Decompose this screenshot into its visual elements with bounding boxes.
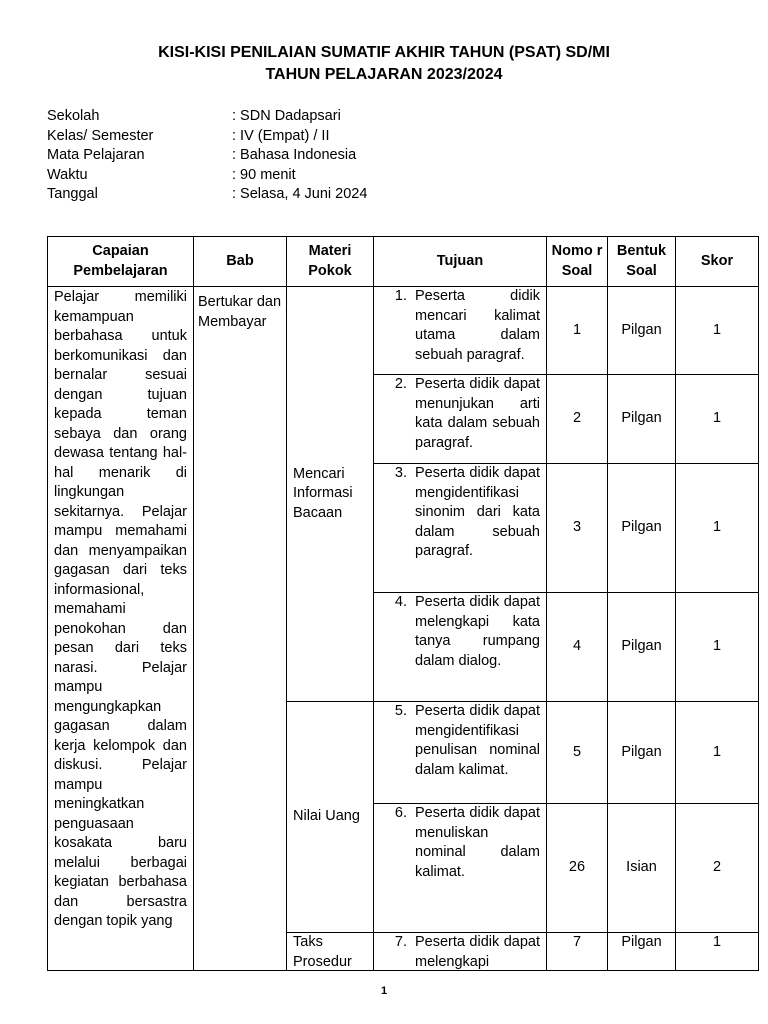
nomor-cell: 5	[547, 702, 608, 804]
table-header-row	[48, 237, 759, 287]
skor-cell: 1	[676, 933, 759, 971]
page-number: 1	[380, 985, 388, 997]
tujuan-text: Peserta didik dapat mengidentifikasi penulisan nominal dalam kalimat.	[415, 703, 540, 778]
skor-cell: 1	[676, 375, 759, 464]
tujuan-cell	[374, 287, 547, 375]
info-value: : SDN Dadapsari	[232, 108, 341, 124]
capaian-cell	[48, 287, 194, 971]
tujuan-text: Peserta didik dapat mengidentifikasi sinonim dari kata dalam sebuah paragraf.	[415, 465, 540, 559]
materi-cell	[287, 933, 374, 971]
info-label: Waktu	[47, 166, 88, 183]
bentuk-cell: Pilgan	[608, 593, 676, 702]
tujuan-number: 4.	[394, 594, 407, 610]
nomor-cell: 3	[547, 464, 608, 593]
document-subtitle: TAHUN PELAJARAN 2023/2024	[265, 66, 503, 83]
bentuk-cell: Pilgan	[608, 933, 676, 971]
info-value: : IV (Empat) / II	[232, 127, 330, 144]
header-capaian: Capaian Pembelajaran	[48, 237, 194, 287]
header-skor: Skor	[676, 237, 759, 287]
bentuk-cell: Pilgan	[608, 375, 676, 464]
tujuan-cell	[374, 593, 547, 702]
bentuk-cell: Pilgan	[608, 464, 676, 593]
header-nomor: Nomo r Soal	[547, 237, 608, 287]
tujuan-cell	[374, 804, 547, 933]
skor-cell: 1	[676, 593, 759, 702]
tujuan-number: 1.	[394, 288, 407, 304]
nomor-cell: 4	[547, 593, 608, 702]
tujuan-number: 2.	[394, 376, 407, 392]
header-bentuk: Bentuk Soal	[608, 237, 676, 287]
tujuan-cell	[374, 464, 547, 593]
document-title: KISI-KISI PENILAIAN SUMATIF AKHIR TAHUN (PSAT) SD/MI	[158, 44, 610, 61]
materi-text: Taks Prosedur	[293, 934, 352, 970]
tujuan-number: 3.	[394, 465, 407, 481]
tujuan-text: Peserta didik dapat menunjukan arti kata dalam sebuah paragraf.	[415, 376, 540, 451]
kisi-kisi-table	[47, 236, 759, 971]
tujuan-cell	[374, 933, 547, 971]
tujuan-text: Peserta didik dapat melengkapi kata tanya rumpang dalam dialog.	[415, 594, 540, 669]
nomor-cell: 7	[547, 933, 608, 971]
header-bab: Bab	[194, 237, 287, 287]
info-label: Sekolah	[47, 108, 100, 124]
info-label: Kelas/ Semester	[47, 127, 154, 144]
skor-cell: 1	[676, 464, 759, 593]
header-tujuan: Tujuan	[374, 237, 547, 287]
bentuk-cell: Isian	[608, 804, 676, 933]
bentuk-cell: Pilgan	[608, 702, 676, 804]
tujuan-cell	[374, 702, 547, 804]
nomor-cell: 2	[547, 375, 608, 464]
tujuan-cell	[374, 375, 547, 464]
table-row	[48, 287, 759, 375]
tujuan-text: Peserta didik dapat melengkapi	[415, 934, 540, 970]
tujuan-number: 6.	[394, 805, 407, 821]
skor-cell: 1	[676, 287, 759, 375]
skor-cell: 2	[676, 804, 759, 933]
tujuan-number: 5.	[394, 703, 407, 719]
skor-cell: 1	[676, 702, 759, 804]
info-label: Tanggal	[47, 186, 98, 202]
bentuk-cell: Pilgan	[608, 287, 676, 375]
info-value: : Selasa, 4 Juni 2024	[232, 186, 368, 202]
tujuan-text: Peserta didik dapat menuliskan nominal dalam kalimat.	[415, 805, 540, 880]
info-label: Mata Pelajaran	[47, 147, 145, 163]
nomor-cell: 26	[547, 804, 608, 933]
nomor-cell: 1	[547, 287, 608, 375]
tujuan-text: Peserta didik mencari kalimat utama dalam sebuah paragraf.	[415, 288, 540, 363]
bab-cell: Bertukar dan Membayar	[194, 287, 287, 971]
info-value: : Bahasa Indonesia	[232, 147, 357, 163]
tujuan-number: 7.	[394, 934, 407, 950]
capaian-text: Pelajar memiliki kemampuan berbahasa untuk berkomunikasi dan bernalar sesuai dengan tujuan kepada teman sebaya dan orang dewasa tentang hal-hal menarik di lingkungan sekitarnya. Pelajar mampu memahami dan menyampaikan gagasan dari teks informasional, memahami penokohan dan pesan dari teks narasi. Pelajar mampu mengungkapkan gagasan dalam kerja kelompok dan diskusi. Pelajar mampu meningkatkan penguasaan kosakata baru melalui berbagai kegiatan berbahasa dan bersastra dengan topik yang	[54, 289, 187, 929]
header-materi: Materi Pokok	[287, 237, 374, 287]
materi-cell: Mencari Informasi Bacaan	[287, 287, 374, 702]
materi-cell: Nilai Uang	[287, 702, 374, 933]
info-value: : 90 menit	[232, 166, 296, 183]
